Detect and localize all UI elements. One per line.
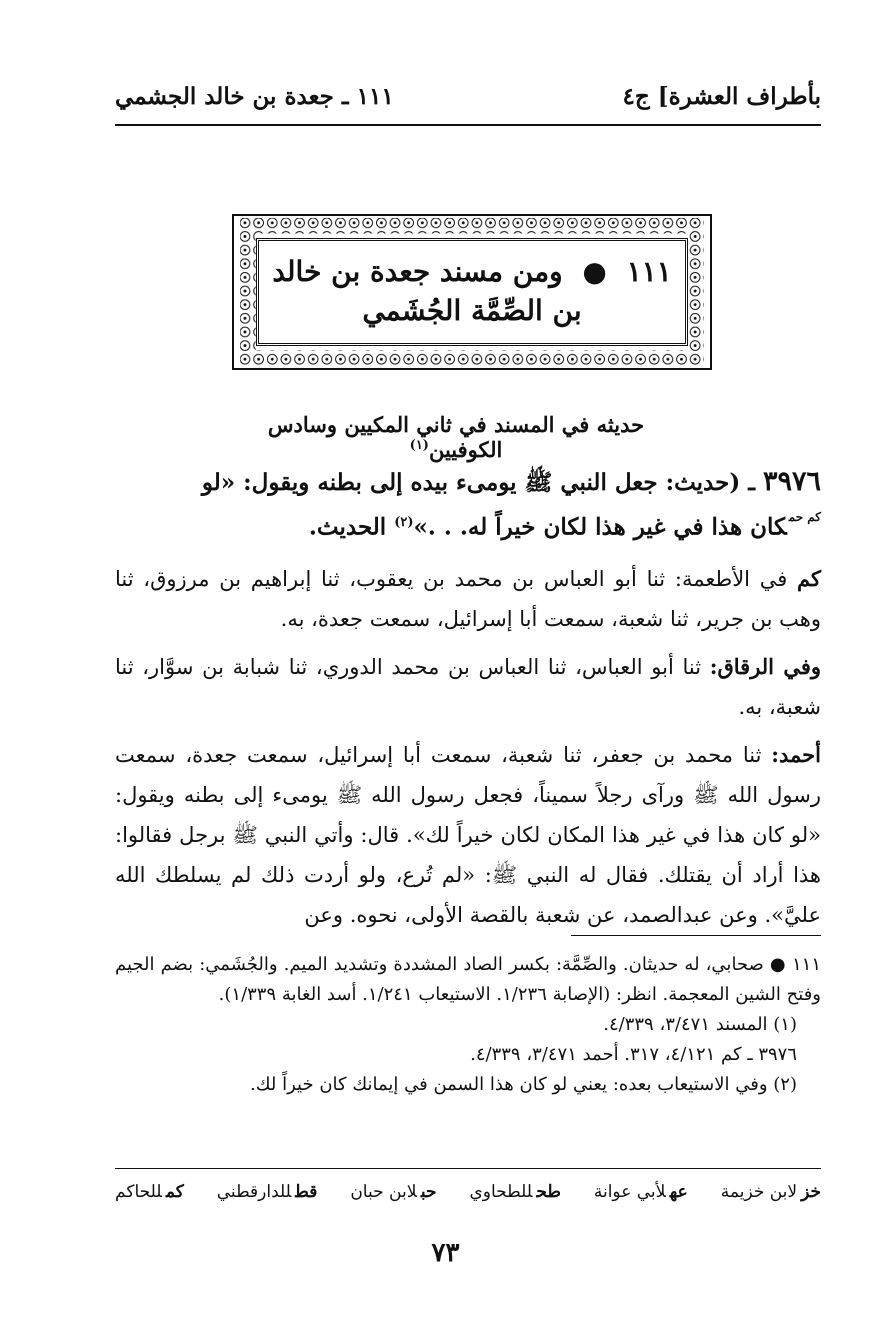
abbreviation: قطللدارقطني: [216, 1182, 318, 1202]
subheading: [230, 412, 682, 462]
hadith-continuation: [115, 503, 821, 551]
source-lead: وفي الرقاق:: [709, 653, 822, 679]
source-lead: كم: [797, 565, 821, 591]
chapter-title-line1: [259, 255, 685, 288]
paragraph-text: ثنا محمد بن جعفر، ثنا شعبة، سمعت أبا إسرائيل، سمعت جعدة، سمعت رسول الله ﷺ ورآى رجلاً سميناً، فجعل رسول الله ﷺ يومىء إلى بطنه ويقول: «لو كان هذا في غير هذا المكان لكان خيراً لك». قال: وأتي النبي ﷺ برجل فقالوا: هذا أراد أن يقتلك. فقال له النبي ﷺ: «لم تُرع، ولو أردت ذلك لم يسلطك الله عليَّ». وعن عبدالصمد، عن شعبة بالقصة الأولى، نحوه. وعن: [115, 742, 821, 927]
hadith-number: ٣٩٧٦: [762, 466, 821, 497]
header-rule: [115, 124, 821, 126]
hadith-text-1: ـ (حديث: جعل النبي ﷺ يومىء بيده إلى بطنه ويقول: «لو: [201, 469, 755, 496]
abbreviation: خزلابن خزيمة: [720, 1182, 821, 1202]
footnote-ref-1: (١): [409, 438, 429, 453]
footnote-ref-2: (٢): [394, 515, 414, 530]
chapter-title-text: ومن مسند جعدة بن خالد: [272, 255, 563, 288]
paragraph: [115, 735, 821, 935]
paragraph-text: ثنا أبو العباس، ثنا العباس بن محمد الدوري، ثنا شبابة بن سوَّار، ثنا شعبة، به.: [115, 654, 821, 719]
subheading-text: حديثه في المسند في ثاني المكيين وسادس الكوفيين: [267, 412, 645, 462]
footnote: ١١١ ● صحابي، له حديثان. والصِّمَّة: بكسر الصاد المشددة وتشديد الميم. والجُشَمي: بضم الجيم وفتح الشين المعجمة. انظر: (الإصابة ١/٢٣٦. الاستيعاب ١/٢٤١. أسد الغابة ١/٣٣٩).: [115, 954, 821, 1005]
abbreviation: طحللطحاوي: [469, 1182, 561, 1202]
footnote: ٣٩٧٦ ـ كم ٤/١٢١، ٣١٧. أحمد ٣/٤٧١، ٤/٣٣٩.: [470, 1044, 797, 1065]
abbreviation: عهلأبي عوانة: [593, 1182, 688, 1202]
abbreviation: كمللحاكم: [115, 1182, 184, 1202]
paragraph-text: في الأطعمة: ثنا أبو العباس بن محمد بن يعقوب، ثنا إبراهيم بن مرزوق، ثنا وهب بن جرير، ثنا شعبة، سمعت أبا إسرائيل، سمعت جعدة، به.: [115, 566, 821, 631]
footnote-rule: [571, 935, 821, 936]
chapter-number: ١١١: [626, 255, 672, 288]
paragraph: [115, 647, 821, 727]
hadith-heading: [115, 462, 821, 503]
footnote: (١) المسند ٣/٤٧١، ٤/٣٣٩.: [603, 1014, 797, 1035]
running-header: [115, 74, 821, 118]
chapter-title-line2: بن الصِّمَّة الجُشَمي: [362, 294, 582, 327]
title-box: [256, 238, 688, 346]
page-number: ٧٣: [431, 1238, 460, 1268]
abbreviation: حبلابن حبان: [350, 1182, 437, 1202]
footnote: (٢) وفي الاستيعاب بعده: يعني لو كان هذا السمن في إيمانك كان خيراً لك.: [250, 1074, 797, 1095]
hadith-text-end: الحديث.: [308, 513, 395, 541]
paragraph: [115, 559, 821, 639]
hadith-sigla: كم حم: [788, 509, 821, 524]
footnotes: [115, 950, 821, 1100]
title-frame: [232, 214, 712, 370]
section-title: ١١١ ـ جعدة بن خالد الجشمي: [115, 82, 394, 110]
hadith-text-2: كان هذا في غير هذا لكان خيراً له. . .»: [413, 513, 787, 541]
abbreviations-rule: [115, 1168, 821, 1169]
source-lead: أحمد:: [771, 741, 821, 767]
main-text: [115, 462, 821, 935]
book-title: بأطراف العشرة] ج٤: [622, 82, 821, 110]
bullet-icon: ●: [582, 255, 607, 288]
abbreviations-key: [115, 1182, 821, 1202]
